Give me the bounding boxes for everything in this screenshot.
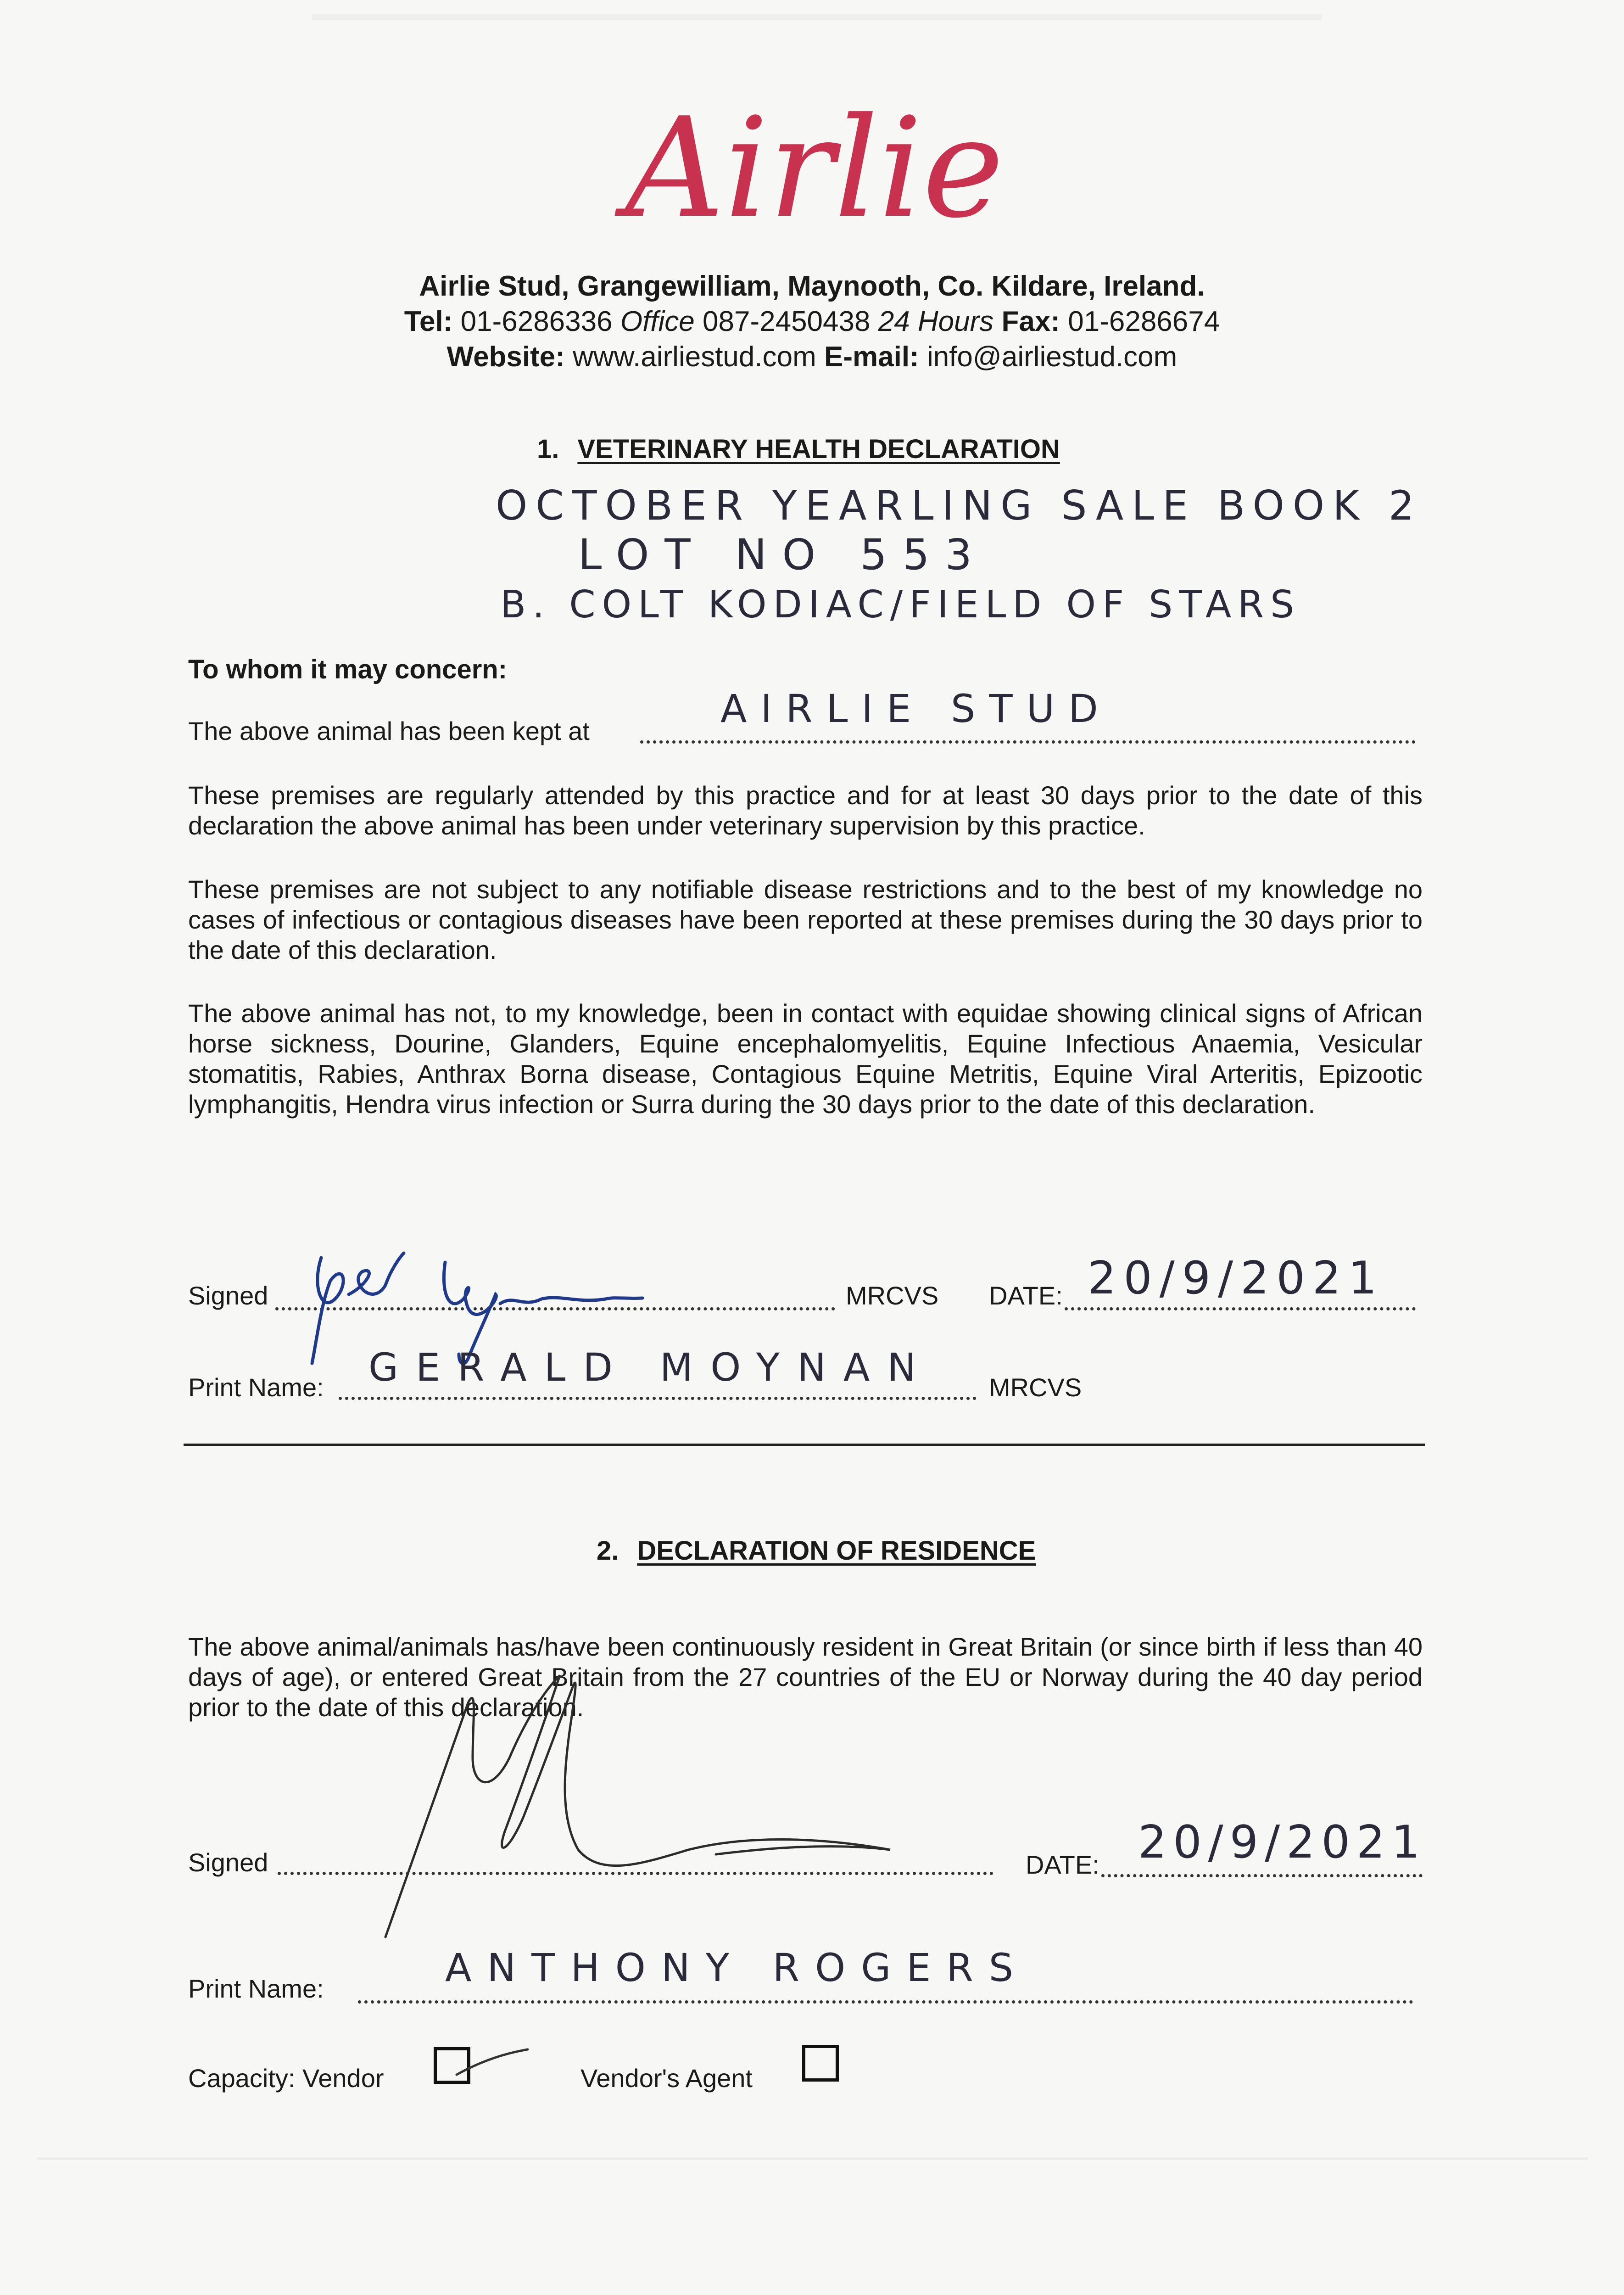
checkmark-icon (454, 2045, 532, 2082)
handwritten-lot: LOT NO 553 (578, 530, 988, 579)
vendors-agent-checkbox[interactable] (802, 2045, 839, 2082)
kept-at-field[interactable] (640, 686, 1416, 744)
vendor-date-value: 20/9/2021 (1138, 1816, 1427, 1869)
para-diseases: The above animal has not, to my knowledge, been in contact with equidae showing clinical signs of African horse sickness, Dourine, Glanders, Equine encephalomyelitis, Equine Infectious Anaemia, Vesicular stomatitis, Rabies, Anthrax Borna disease, Contagious Equine Metritis, Equine Viral Arteritis, Epizootic lymphangitis, Hendra virus infection or Surra during the 30 days prior to the date of this declaration. (188, 999, 1423, 1119)
contact-phones: Tel: 01-6286336 Office 087-2450438 24 Hours Fax: 01-6286674 (404, 306, 1220, 337)
vet-date-value: 20/9/2021 (1088, 1252, 1384, 1304)
date-label-1: DATE: (989, 1281, 1063, 1310)
scan-artifact (37, 2157, 1588, 2160)
signed-label-1: Signed (188, 1281, 268, 1310)
section-divider (184, 1444, 1425, 1446)
salutation: To whom it may concern: (188, 655, 508, 684)
vendor-print-name-field[interactable] (358, 1945, 1413, 2004)
handwritten-sale: OCTOBER YEARLING SALE BOOK 2 (496, 482, 1423, 529)
section1-title: 1. VETERINARY HEALTH DECLARATION (537, 434, 1060, 464)
airlie-logo (551, 83, 1078, 266)
kept-at-value: AIRLIE STUD (720, 686, 1112, 731)
vet-print-name-value: GERALD MOYNAN (368, 1345, 934, 1390)
signed-label-2: Signed (188, 1848, 268, 1877)
email-link[interactable]: info@airliestud.com (926, 341, 1178, 373)
capacity-vendor-label: Capacity: Vendor (188, 2064, 384, 2093)
para-supervision: These premises are regularly attended by this practice and for at least 30 days prior to the date of this declaration the above animal has been under veterinary supervision by this practice. (188, 781, 1423, 840)
vendor-date-field[interactable] (1101, 1816, 1427, 1877)
company-address: Airlie Stud, Grangewilliam, Maynooth, Co. Kildare, Ireland. (419, 270, 1205, 302)
vendor-signature (358, 1666, 1000, 1951)
para-restrictions: These premises are not subject to any notifiable disease restrictions and to the best of my knowledge no cases of infectious or contagious diseases have been reported at these premises during the 30 days prior to the date of this declaration. (188, 875, 1423, 964)
vet-date-field[interactable] (1065, 1252, 1416, 1310)
kept-at-label: The above animal has been kept at (188, 716, 590, 745)
mrcvs-label-2: MRCVS (989, 1373, 1082, 1402)
scan-artifact (312, 14, 1322, 20)
contact-web: Website: www.airliestud.com E-mail: info@airliestud.com (446, 341, 1178, 373)
print-name-label-1: Print Name: (188, 1373, 324, 1402)
website-link[interactable]: www.airliestud.com (573, 341, 816, 373)
print-name-label-2: Print Name: (188, 1974, 324, 2003)
section2-title: 2. DECLARATION OF RESIDENCE (597, 1536, 1036, 1566)
para-residence: The above animal/animals has/have been continuously resident in Great Britain (or since birth if less than 40 days of age), or entered Great Britain from the 27 countries of the EU or Norway during the 40 day period prior to the date of this declaration. (188, 1632, 1423, 1722)
vet-print-name-field[interactable] (339, 1345, 977, 1400)
date-label-2: DATE: (1026, 1850, 1099, 1879)
logo-text: Airlie (625, 88, 1004, 248)
handwritten-horse: B. COLT KODIAC/FIELD OF STARS (500, 583, 1301, 627)
vendors-agent-label: Vendor's Agent (580, 2064, 753, 2093)
mrcvs-label-1: MRCVS (846, 1281, 939, 1310)
vendor-print-name-value: ANTHONY ROGERS (445, 1945, 1029, 1990)
